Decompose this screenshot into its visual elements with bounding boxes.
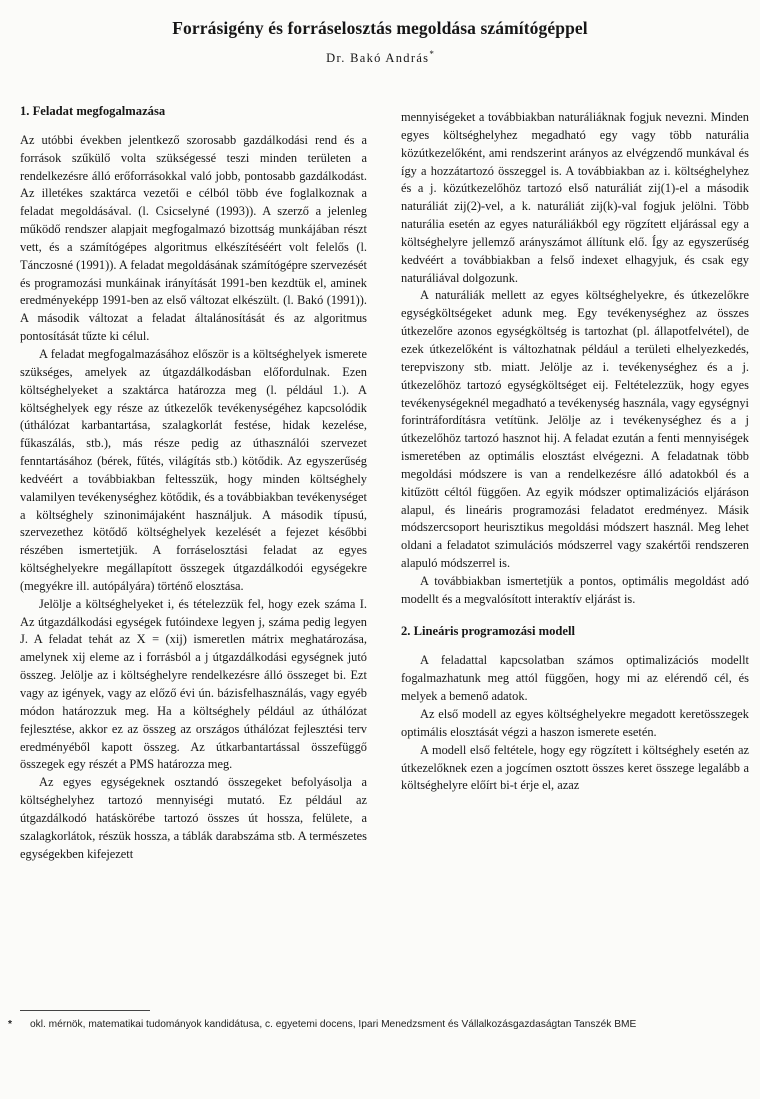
right-column (401, 109, 749, 795)
right-paragraph-6: A modell első feltétele, hogy egy rögzített i költséghely esetén az útkezelőknek ezen a jogcímen osztott összes keret összege legalább a költséghelyre előírt bi-t érje el, azaz (401, 742, 749, 793)
author-name: Dr. Bakó András (326, 51, 430, 66)
footnote (8, 1019, 748, 1030)
right-paragraph-2: A naturáliák mellett az egyes költséghelyekre, és útkezelőkre egységköltségeket adunk meg. Egy tevékenységhez az összes útkezelőre azonos egységköltség is tartozhat (pl. állapotfelvétel), de ezek útkezelőként is változhatnak például a területi elhelyezkedés, terepviszony stb. miatt. Jelölje az i. tevékenységhez és a j. útkezelőhöz tartozó egységköltséget eij. Feltételezzük, hogy egyes tevékenységeknél megadható a tevékenység használa, vagy egységnyi forintráfordításra vetítünk. Jelölje az i tevékenységhez és a j útkezelőhöz tartozó hasznot hij. A feladat ezután a fenti mennyiségek ismeretében az optimális elosztást elvégezni. A feladatnak több megoldási módszere is van a rendelkezésre álló adatokból és a kitűzött céltól függően. Az egyik módszer optimalizációs eljáráson alapul, és lineáris programozási feladatot eredményez. Másik módszercsoport heurisztikus megoldási módszert használ. Meg lehet oldani a feladatot szimulációs módszerrel vagy szakértői rendszeren alapuló módszerrel is. (401, 288, 749, 571)
footnote-rule (20, 1010, 150, 1011)
author-line (0, 49, 760, 66)
author-footnote-mark: * (429, 49, 434, 59)
left-paragraph-2: A feladat megfogalmazásához először is a költséghelyek ismerete szükséges, amelyek az útgazdálkodásban előfordulnak. Ezen költséghelyeket a szaktárca határozza meg (l. például 1.). A költséghelyek egy része az útkezelők tevékenységéhez kapcsolódik (úthálózat karbantartása, szalagkorlát festése, hidak kezelése, fűkaszálás, stb.), más része pedig az úthasználói szervezet fenntartásához (bérek, fűtés, világítás stb.) kötődik. Az egyszerűség kedvéért a továbbiakban feltesszük, hogy minden költséghely valamilyen tevékenységhez kötődik, és a továbbiakban tevékenységet a költséghely szinonimájaként használjuk. A második típusú, szervezethez kötődő költséghelyek kezelését a fejezet későbbi részében ismertetjük. A forráselosztási feladat az egyes költséghelyekre megállapított összegek útgazdálkodói egységekre (megyékre ill. autópályára) történő elosztása. (20, 346, 367, 593)
left-column (20, 103, 367, 863)
footnote-text: okl. mérnök, matematikai tudományok kandidátusa, c. egyetemi docens, Ipari Menedzsment és Vállalkozásgazdaságtan Tanszék BME (30, 1019, 637, 1030)
right-paragraph-5: Az első modell az egyes költséghelyekre megadott keretösszegek optimális elosztását végzi a haszon ismerete esetén. (401, 707, 749, 739)
left-paragraph-3: Jelölje a költséghelyeket i, és tételezzük fel, hogy ezek száma I. Az útgazdálkodási egységek futóindexe legyen j, száma pedig legyen J. A feladat tehát az X = (xij) ismeretlen mátrix meghatározása, amelynek xij eleme az i forrásból a j útgazdálkodási egységnek jutó összeg. Jelölje az i költséghelyre rendelkezésre álló összeget bi. Ezt vagy az igények, vagy az előző évi ún. bázisfelhasználás, vagy egyéb módon határozzuk meg. Ha a költséghely például az úthálózat fejlesztése, akkor ez az összeg az országos úthálózat fejlesztési terv eredményéből kapott összeg. Az útkarbantartással összefüggő összegek egy részét a PMS határozza meg. (20, 596, 367, 772)
section-heading-1: 1. Feladat megfogalmazása (20, 104, 166, 118)
paper-title: Forrásigény és forráselosztás megoldása számítógéppel (172, 18, 588, 38)
right-paragraph-4: A feladattal kapcsolatban számos optimalizációs modellt fogalmazhatunk meg attól függően, hogy mi az elérendő cél, és melyek a bemenő adatok. (401, 653, 749, 704)
right-paragraph-3: A továbbiakban ismertetjük a pontos, optimális megoldást adó modellt és a megvalósított interaktív eljárást is. (401, 573, 749, 606)
left-paragraph-4: Az egyes egységeknek osztandó összegeket befolyásolja a költséghelyhez tartozó mennyiségi mutató. Ez például az útgazdálkodó hatáskörébe tartozó összes út hossza, felülete, a szalagkorlátok, részük hossza, a táblák darabszáma stb. A természetes egységekben kifejezett (20, 775, 367, 861)
left-paragraph-1: Az utóbbi években jelentkező szorosabb gazdálkodási rend és a források szűkülő volta szükségessé teszi minden területen a rendelkezésre álló erőforrásokkal való jobb, pontosabb gazdálkodást. Az illetékes szaktárca vezetői e célból több éve foglalkoznak a feladat megoldásával. (l. Csicselyné (1993)). A szerző a jelenleg működő rendszer alapjait megfogalmazó bizottság munkájában részt vett, és a számítógépes algoritmus elkészítéséért volt felelős (l. Tánczosné (1991)). A feladat megoldásának számítógépre szervezését és programozási munkáinak irányítását 1991-ben kezdtük el, aminek eredményeképp 1991-ben az első változat elkészült. (l. Bakó (1991)). A második változat a feladat általánosítását és az algoritmus pontosítását tűzte ki célul. (20, 132, 367, 344)
right-paragraph-1: mennyiségeket a továbbiakban naturáliáknak fogjuk nevezni. Minden egyes költséghelyhez megadható egy vagy több naturália közútkezelőként, ami rendszerint arányos az elvégzendő munkával és így a hozzátartozó összeggel is. A továbbiakban az i. költséghelyhez és a j. közútkezelőhöz tartozó első naturáliát zij(1)-el a második naturáliát zij(2)-vel, a k. naturáliát zij(k)-val fogjuk jelölni. Több naturália esetén az egyes naturáliákból egy rögzített eljárással egy a költséghelyre jellemző arányszámot állítunk elő. Így az egyszerűség kedvéért a továbbiakban a felső indexet elhagyjuk, és csak egy naturáliával dolgozunk. (401, 110, 749, 285)
section-heading-2: 2. Lineáris programozási modell (401, 623, 575, 638)
footnote-mark: * (8, 1019, 12, 1030)
